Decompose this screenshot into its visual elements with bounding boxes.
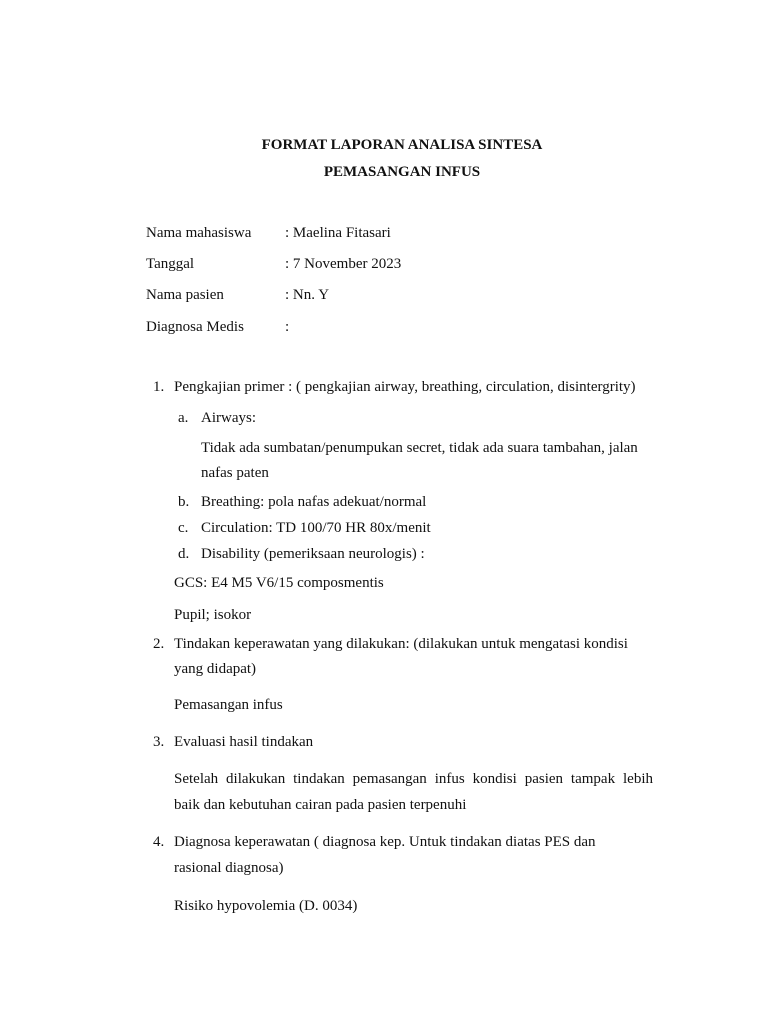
item-d-label: Disability (pemeriksaan neurologis) : [201,546,425,562]
field-label-patient-name: Nama pasien [146,287,224,303]
item-d-letter: d. [178,546,190,562]
document-subtitle: PEMASANGAN INFUS [323,164,481,180]
field-value-date: : 7 November 2023 [285,256,402,272]
field-label-date: Tanggal [146,256,195,272]
item-c-letter: c. [178,520,189,536]
section-4-number: 4. [153,834,165,850]
document-title: FORMAT LAPORAN ANALISA SINTESA [261,137,543,153]
item-a-text-line2: nafas paten [201,465,269,481]
section-2-answer: Pemasangan infus [174,697,283,713]
gcs-line: GCS: E4 M5 V6/15 composmentis [174,575,384,591]
field-value-student-name: : Maelina Fitasari [285,225,391,241]
section-2-heading-line2: yang didapat) [174,661,257,677]
section-2-heading-line1: Tindakan keperawatan yang dilakukan: (dilakukan untuk mengatasi kondisi [174,636,628,652]
field-label-student-name: Nama mahasiswa [146,225,252,241]
section-3-number: 3. [153,734,165,750]
section-4-heading-line2: rasional diagnosa) [174,860,284,876]
section-1-heading: Pengkajian primer : ( pengkajian airway, breathing, circulation, disintergrity) [174,379,636,395]
item-b-letter: b. [178,494,190,510]
pupil-line: Pupil; isokor [174,607,252,623]
item-a-label: Airways: [201,410,256,426]
item-c-label: Circulation: TD 100/70 HR 80x/menit [201,520,431,536]
section-2-number: 2. [153,636,165,652]
section-4-answer: Risiko hypovolemia (D. 0034) [174,898,358,914]
item-a-text-line1: Tidak ada sumbatan/penumpukan secret, tidak ada suara tambahan, jalan [201,440,638,456]
field-value-patient-name: : Nn. Y [285,287,330,303]
section-1-number: 1. [153,379,165,395]
section-3-answer-line2: baik dan kebutuhan cairan pada pasien terpenuhi [174,797,467,813]
field-label-medical-diagnosis: Diagnosa Medis [146,319,244,335]
item-b-label: Breathing: pola nafas adekuat/normal [201,494,427,510]
item-a-letter: a. [178,410,189,426]
section-3-heading: Evaluasi hasil tindakan [174,734,314,750]
section-3-answer-line1: Setelah dilakukan tindakan pemasangan infus kondisi pasien tampak lebih [174,771,653,787]
section-4-heading-line1: Diagnosa keperawatan ( diagnosa kep. Untuk tindakan diatas PES dan [174,834,596,850]
field-value-medical-diagnosis: : [285,319,290,335]
